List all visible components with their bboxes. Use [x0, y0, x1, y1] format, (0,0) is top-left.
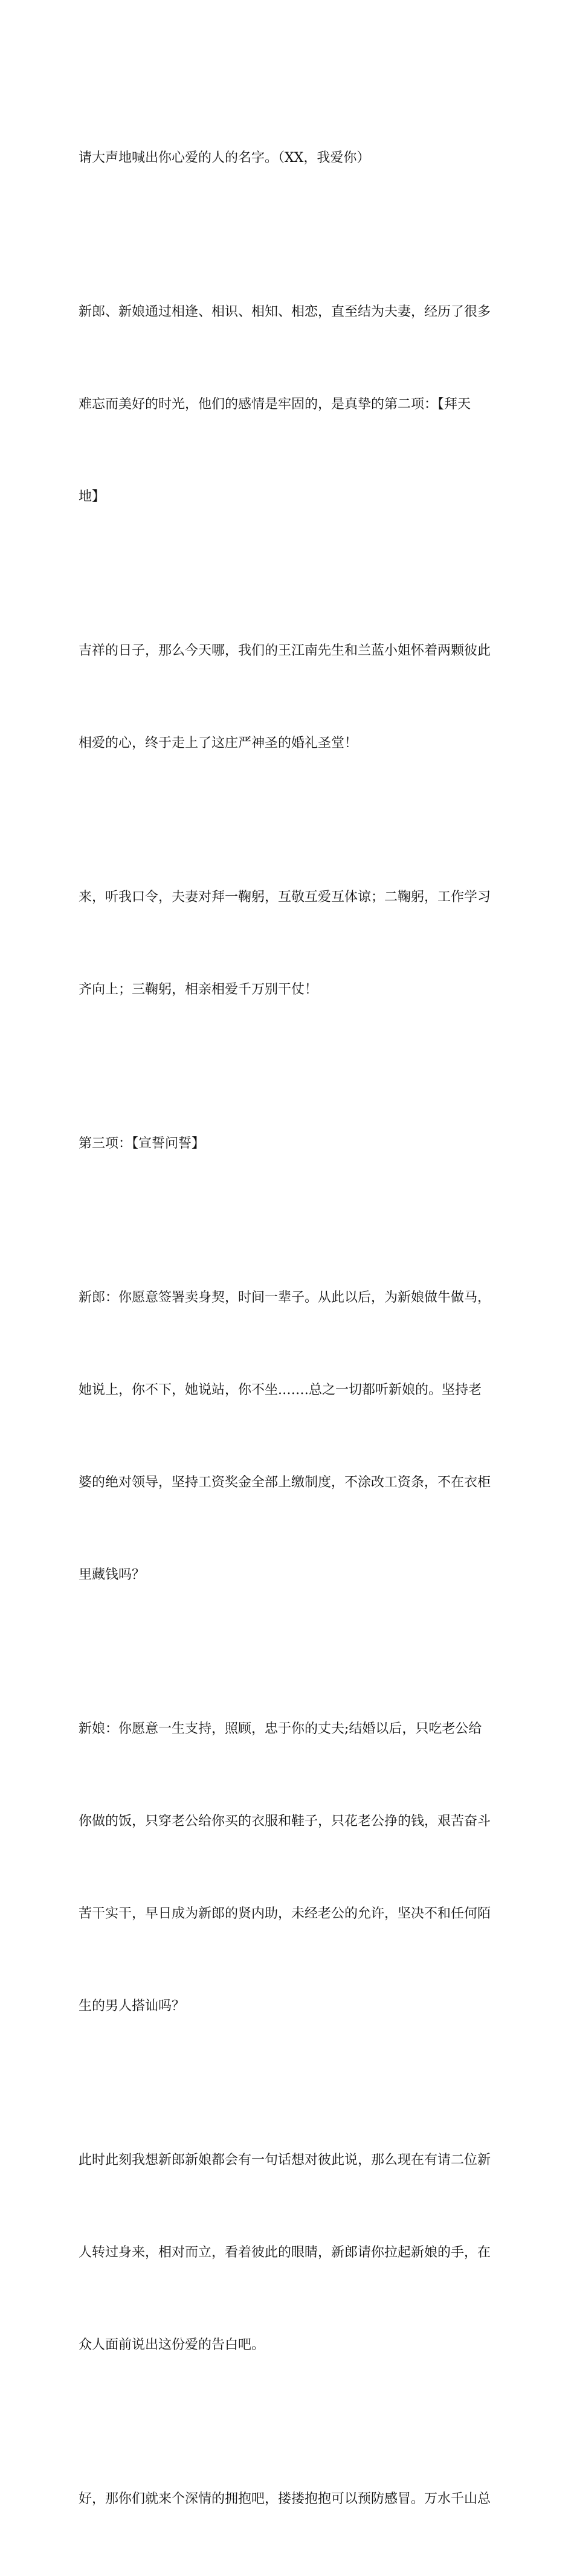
paragraph-confession	[79, 2083, 501, 2422]
text-line: 新郎、新娘通过相逢、相识、相知、相恋，直至结为夫妻，经历了很多	[79, 304, 491, 320]
paragraph-couple-story	[79, 235, 501, 574]
paragraph-call-name	[79, 81, 501, 235]
text-line: 相爱的心，终于走上了这庄严神圣的婚礼圣堂！	[79, 736, 358, 751]
text-line: 婆的绝对领导，坚持工资奖金全部上缴制度，不涂改工资条，不在衣柜	[79, 1475, 491, 1490]
text-line: 第三项：【宣誓问誓】	[79, 1136, 205, 1151]
text-line: 她说上，你不下，她说站，你不坐.……总之一切都听新娘的。坚持老	[79, 1383, 482, 1398]
paragraph-groom-vow	[79, 1221, 501, 1652]
text-line: 新郎：你愿意签署卖身契，时间一辈子。从此以后，为新娘做牛做马，	[79, 1290, 491, 1305]
text-line: 苦干实干，早日成为新郎的贤内助，未经老公的允许，坚决不和任何陌	[79, 1906, 491, 1921]
document-body	[79, 81, 501, 2576]
text-line: 新娘：你愿意一生支持，照顾，忠于你的丈夫;结婚以后，只吃老公给	[79, 1721, 482, 1736]
text-line: 齐向上；三鞠躬，相亲相爱千万别干仗！	[79, 982, 318, 997]
text-line: 好，那你们就来个深情的拥抱吧，搂搂抱抱可以预防感冒。万水千山总	[79, 2491, 491, 2507]
text-line: 里藏钱吗？	[79, 1567, 146, 1582]
text-line: 地】	[79, 489, 106, 504]
paragraph-embrace	[79, 2422, 501, 2576]
text-line: 你做的饭，只穿老公给你买的衣服和鞋子，只花老公挣的钱，艰苦奋斗	[79, 1814, 491, 1829]
text-line: 此时此刻我想新郎新娘都会有一句话想对彼此说，那么现在有请二位新	[79, 2153, 491, 2168]
paragraph-bowing	[79, 820, 501, 1067]
section-heading-vows	[79, 1067, 501, 1221]
text-line: 来，听我口令，夫妻对拜一鞠躬，互敬互爱互体谅；二鞠躬，工作学习	[79, 890, 491, 905]
text-line: 众人面前说出这份爱的告白吧。	[79, 2337, 265, 2353]
text-line: 难忘而美好的时光，他们的感情是牢固的，是真挚的第二项：【拜天	[79, 397, 471, 412]
paragraph-auspicious-day	[79, 574, 501, 820]
text-line: 人转过身来，相对而立，看着彼此的眼睛，新郎请你拉起新娘的手，在	[79, 2245, 491, 2260]
text-line: 吉祥的日子，那么今天哪，我们的王江南先生和兰蓝小姐怀着两颗彼此	[79, 643, 491, 658]
text-line: 请大声地喊出你心爱的人的名字。（XX，我爱你）	[79, 150, 370, 165]
paragraph-bride-vow	[79, 1652, 501, 2083]
text-line: 生的男人搭讪吗？	[79, 1999, 185, 2014]
